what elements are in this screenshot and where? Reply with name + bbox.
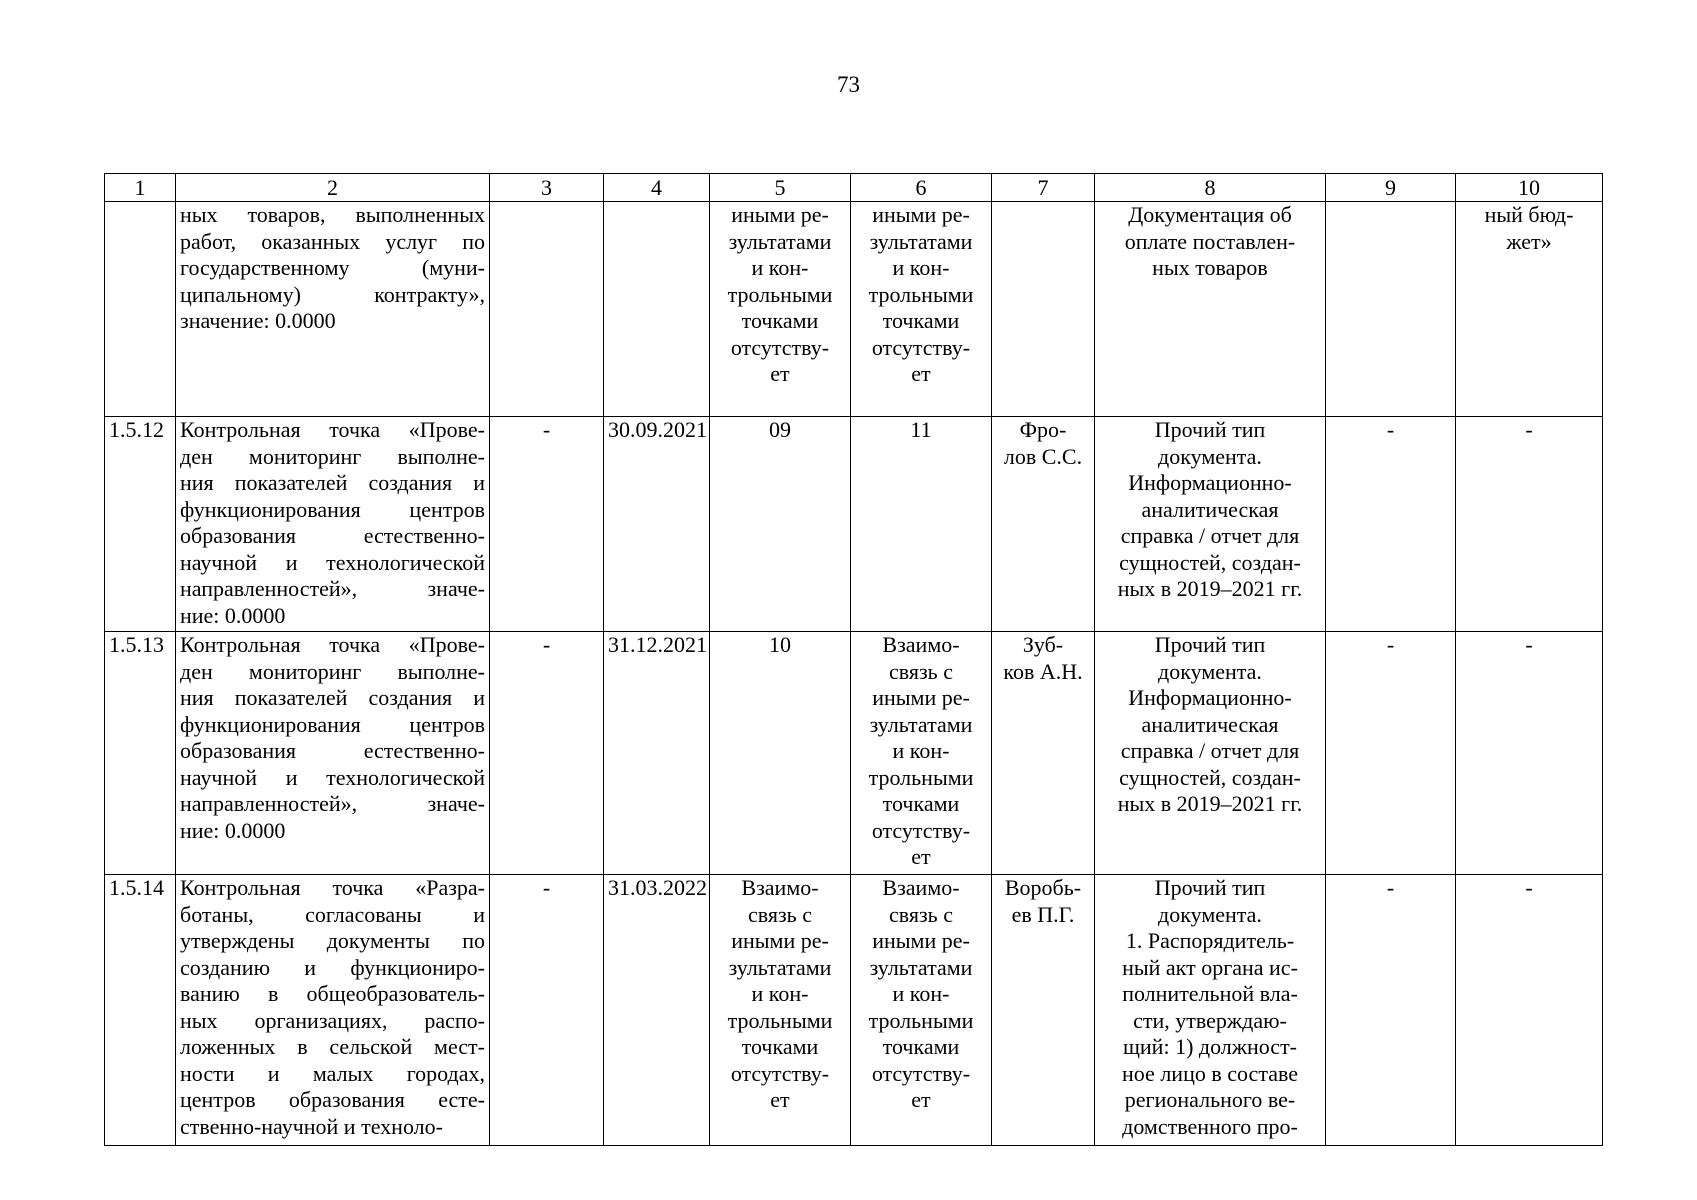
header-col-1: 1 xyxy=(105,174,176,202)
cell-line: Прочий тип xyxy=(1154,632,1266,657)
cell-line: ден мониторинг выполне- xyxy=(180,658,485,684)
cell-line: ден мониторинг выполне- xyxy=(180,443,485,469)
cell-line: и кон- xyxy=(751,255,809,280)
cell-line: - xyxy=(1525,875,1533,900)
cell-line: ный акт органа ис- xyxy=(1122,954,1298,980)
cell-line: точками xyxy=(882,791,960,816)
header-col-8: 8 xyxy=(1095,174,1326,202)
cell-line: 09 xyxy=(769,417,791,442)
cell-line: ванию в общеобразователь- xyxy=(180,981,485,1006)
cell-line: функционирования центров xyxy=(180,496,485,522)
col-3-cell xyxy=(490,202,604,417)
cell-line: справка / отчет для xyxy=(1120,523,1300,548)
cell-line: образования естественно- xyxy=(180,523,485,548)
cell-line: ных в 2019–2021 гг. xyxy=(1117,576,1303,601)
cell-line: аналитическая xyxy=(1141,496,1279,522)
cell-line: и кон- xyxy=(892,255,950,280)
col-6-cell xyxy=(851,417,992,632)
cell-line: сти, утверждаю- xyxy=(1133,1007,1287,1033)
cell-line: справка / отчет для xyxy=(1120,738,1300,763)
cell-line: образования естественно- xyxy=(180,738,485,763)
col-5-cell xyxy=(710,417,851,632)
cell-line: лов С.С. xyxy=(1003,443,1083,469)
col-3-cell: - xyxy=(490,417,604,632)
cell-line: ных товаров xyxy=(1152,255,1268,280)
cell-line: ние: 0.0000 xyxy=(180,817,286,843)
cell-line: зультатами xyxy=(728,228,832,254)
cell-line: Фро- xyxy=(1019,417,1067,442)
header-col-4: 4 xyxy=(604,174,710,202)
cell-line: связь с xyxy=(748,901,812,927)
cell-line: сущностей, создан- xyxy=(1119,549,1301,575)
document-type-cell xyxy=(1095,202,1326,417)
cell-line: работ, оказанных услуг по xyxy=(180,228,485,254)
col-9-cell: - xyxy=(1326,875,1456,1146)
cell-line: ет xyxy=(911,1087,931,1112)
cell-line: трольными xyxy=(868,1007,974,1033)
header-col-6: 6 xyxy=(851,174,992,202)
date-cell xyxy=(604,202,710,417)
header-col-3: 3 xyxy=(490,174,604,202)
table-header-row xyxy=(105,174,1603,202)
col-6-cell xyxy=(851,875,992,1146)
col-10-cell xyxy=(1456,417,1603,632)
cell-line: зультатами xyxy=(728,954,832,980)
cell-line: Прочий тип xyxy=(1154,417,1266,442)
cell-line: ложенных в сельской мест- xyxy=(180,1034,485,1059)
cell-line: Контрольная точка «Прове- xyxy=(180,632,485,657)
col-9-cell: - xyxy=(1326,417,1456,632)
cell-line: ное лицо в составе xyxy=(1122,1060,1298,1086)
cell-line: иными ре- xyxy=(731,202,829,227)
cell-line: точками xyxy=(882,1034,960,1059)
cell-line: иными ре- xyxy=(872,928,970,953)
cell-line: щий: 1) должност- xyxy=(1122,1034,1298,1059)
cell-line: ности и малых городах, xyxy=(180,1060,485,1086)
cell-line: созданию и функциониро- xyxy=(180,954,485,980)
cell-line: полнительной вла- xyxy=(1122,981,1298,1006)
cell-line: ет xyxy=(770,361,790,386)
cell-line: жет» xyxy=(1506,228,1552,254)
cell-line: ния показателей создания и xyxy=(180,685,485,710)
cell-line: функционирования центров xyxy=(180,711,485,737)
cell-line: документа. xyxy=(1158,901,1262,927)
cell-line: - xyxy=(1525,632,1533,657)
cell-line: ет xyxy=(770,1087,790,1112)
col-5-cell xyxy=(710,632,851,875)
document-type-cell xyxy=(1095,417,1326,632)
header-col-5: 5 xyxy=(710,174,851,202)
description-cell xyxy=(176,202,490,417)
cell-line: отсутству- xyxy=(730,334,830,360)
page-number: 73 xyxy=(837,72,860,97)
cell-line: Воробь- xyxy=(1004,875,1082,900)
cell-line: ных организациях, распо- xyxy=(180,1007,485,1033)
cell-line: документа. xyxy=(1158,443,1262,469)
cell-line: Документация об xyxy=(1128,202,1292,227)
col-9-cell: - xyxy=(1326,632,1456,875)
cell-line: точками xyxy=(741,1034,819,1059)
cell-line: 11 xyxy=(910,417,932,442)
cell-line: 10 xyxy=(769,632,791,657)
cell-line: отсутству- xyxy=(730,1060,830,1086)
cell-line: ственно-научной и техноло- xyxy=(180,1113,443,1139)
col-10-cell xyxy=(1456,632,1603,875)
table-row xyxy=(105,875,1603,1146)
cell-line: значение: 0.0000 xyxy=(180,308,336,333)
cell-line: направленностей», значе- xyxy=(180,576,485,601)
cell-line: Взаимо- xyxy=(741,875,819,900)
table-row xyxy=(105,202,1603,417)
document-type-cell xyxy=(1095,632,1326,875)
cell-line: трольными xyxy=(727,1007,833,1033)
col-5-cell xyxy=(710,875,851,1146)
cell-line: Взаимо- xyxy=(882,875,960,900)
cell-line: ния показателей создания и xyxy=(180,470,485,495)
row-number-cell: 1.5.14 xyxy=(105,875,176,1146)
col-9-cell xyxy=(1326,202,1456,417)
cell-line: ев П.Г. xyxy=(1011,901,1075,927)
cell-line: и кон- xyxy=(892,981,950,1006)
cell-line: утверждены документы по xyxy=(180,928,485,953)
header-col-10: 10 xyxy=(1456,174,1603,202)
cell-line: государственному (муни- xyxy=(180,255,485,280)
cell-line: и кон- xyxy=(892,738,950,763)
cell-line: и кон- xyxy=(751,981,809,1006)
cell-line: иными ре- xyxy=(872,202,970,227)
plan-table xyxy=(104,173,1603,1146)
cell-line: отсутству- xyxy=(871,817,971,843)
cell-line: направленностей», значе- xyxy=(180,791,485,816)
header-col-9: 9 xyxy=(1326,174,1456,202)
cell-line: регионального ве- xyxy=(1124,1087,1296,1112)
header-col-2: 2 xyxy=(176,174,490,202)
header-col-7: 7 xyxy=(992,174,1095,202)
cell-line: ный бюд- xyxy=(1484,202,1574,227)
col-6-cell xyxy=(851,632,992,875)
cell-line: - xyxy=(1525,417,1533,442)
cell-line: Зуб- xyxy=(1022,632,1064,657)
cell-line: Информационно- xyxy=(1128,470,1292,495)
col-6-cell xyxy=(851,202,992,417)
cell-line: научной и технологической xyxy=(180,764,485,790)
description-cell xyxy=(176,875,490,1146)
cell-line: ков А.Н. xyxy=(1003,658,1083,684)
responsible-cell xyxy=(992,417,1095,632)
cell-line: трольными xyxy=(868,764,974,790)
cell-line: трольными xyxy=(727,281,833,307)
col-10-cell xyxy=(1456,875,1603,1146)
cell-line: иными ре- xyxy=(731,928,829,953)
cell-line: ние: 0.0000 xyxy=(180,602,286,628)
cell-line: отсутству- xyxy=(871,334,971,360)
col-3-cell: - xyxy=(490,875,604,1146)
description-cell xyxy=(176,632,490,875)
cell-line: Прочий тип xyxy=(1154,875,1266,900)
cell-line: трольными xyxy=(868,281,974,307)
cell-line: точками xyxy=(882,308,960,333)
description-cell xyxy=(176,417,490,632)
cell-line: отсутству- xyxy=(871,1060,971,1086)
cell-line: зультатами xyxy=(869,711,973,737)
cell-line: ет xyxy=(911,844,931,869)
cell-line: домственного про- xyxy=(1122,1113,1298,1139)
cell-line: ных товаров, выполненных xyxy=(180,202,485,227)
col-3-cell: - xyxy=(490,632,604,875)
cell-line: зультатами xyxy=(869,954,973,980)
cell-line: ных в 2019–2021 гг. xyxy=(1117,791,1303,816)
responsible-cell xyxy=(992,875,1095,1146)
cell-line: иными ре- xyxy=(872,685,970,710)
cell-line: точками xyxy=(741,308,819,333)
cell-line: Контрольная точка «Разра- xyxy=(180,875,485,900)
responsible-cell xyxy=(992,632,1095,875)
date-cell: 30.09.2021 xyxy=(604,417,710,632)
cell-line: оплате поставлен- xyxy=(1124,228,1296,254)
date-cell: 31.03.2022 xyxy=(604,875,710,1146)
cell-line: научной и технологической xyxy=(180,549,485,575)
cell-line: Взаимо- xyxy=(882,632,960,657)
cell-line: документа. xyxy=(1158,658,1262,684)
cell-line: Контрольная точка «Прове- xyxy=(180,417,485,442)
cell-line: ботаны, согласованы и xyxy=(180,901,485,927)
col-10-cell xyxy=(1456,202,1603,417)
date-cell: 31.12.2021 xyxy=(604,632,710,875)
row-number-cell: 1.5.12 xyxy=(105,417,176,632)
document-type-cell xyxy=(1095,875,1326,1146)
cell-line: ет xyxy=(911,361,931,386)
table-row xyxy=(105,417,1603,632)
responsible-cell xyxy=(992,202,1095,417)
cell-line: Информационно- xyxy=(1128,685,1292,710)
row-number-cell: 1.5.13 xyxy=(105,632,176,875)
cell-line: ципальному) контракту», xyxy=(180,281,485,307)
table-row xyxy=(105,632,1603,875)
cell-line: 1. Распорядитель- xyxy=(1125,928,1295,953)
cell-line: центров образования есте- xyxy=(180,1087,485,1112)
cell-line: связь с xyxy=(889,901,953,927)
cell-line: зультатами xyxy=(869,228,973,254)
cell-line: аналитическая xyxy=(1141,711,1279,737)
cell-line: связь с xyxy=(889,658,953,684)
cell-line: сущностей, создан- xyxy=(1119,764,1301,790)
row-number-cell xyxy=(105,202,176,417)
col-5-cell xyxy=(710,202,851,417)
